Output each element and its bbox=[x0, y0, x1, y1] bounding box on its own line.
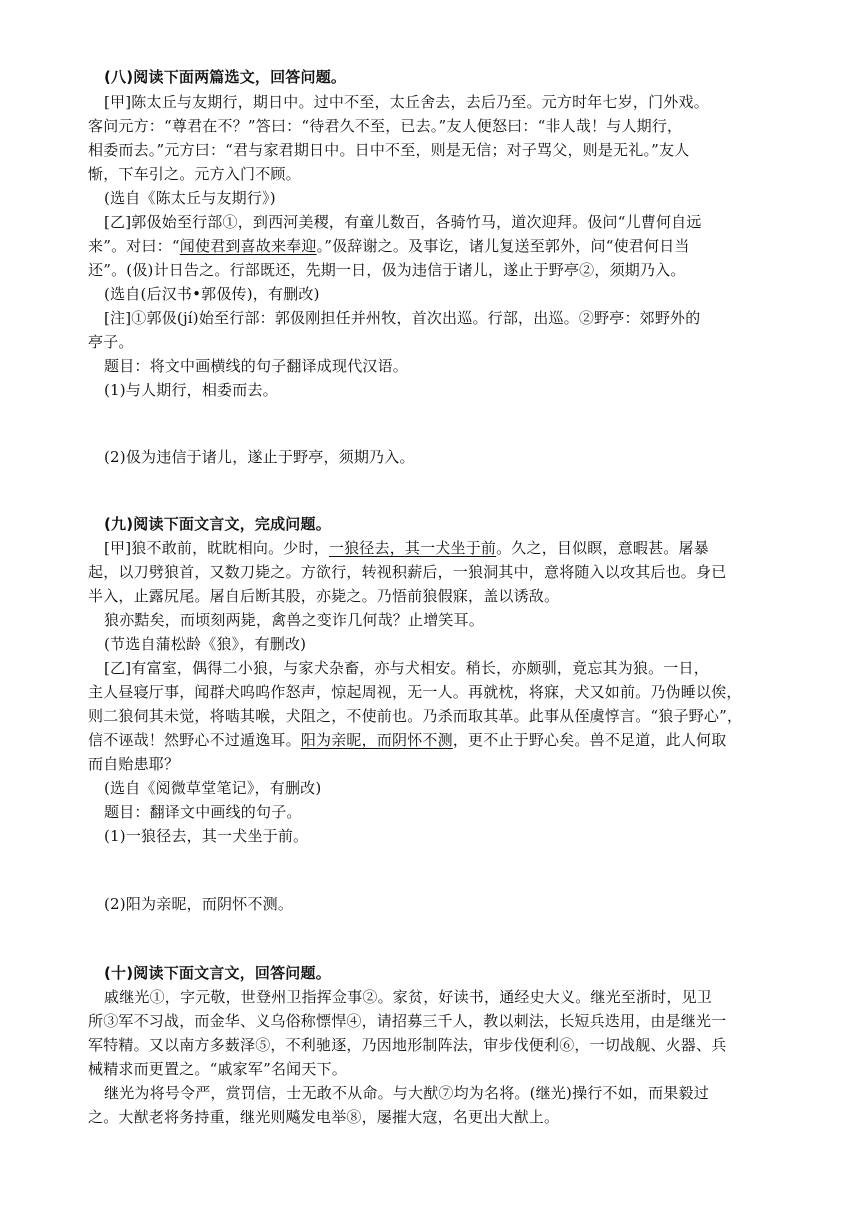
passage-line: 械精求而更置之。“戚家军”名闻天下。 bbox=[88, 1060, 347, 1078]
passage-line: 而自贻患耶？ bbox=[88, 755, 180, 773]
passage-line: 之。大猷老将务持重，继光则飚发电举⑧，屡摧大寇，名更出大猷上。 bbox=[88, 1108, 560, 1126]
source-citation: (选自(后汉书•郭伋传)，有删改) bbox=[104, 285, 320, 303]
passage-line: 还”。(伋)计日告之。行部既还，先期一日，伋为违信于诸儿，遂止于野亭②，须期乃入。 bbox=[88, 261, 686, 279]
passage-line: 继光为将号令严，赏罚信，士无敢不从命。与大猷⑦均为名将。(继光)操行不如，而果毅过 bbox=[104, 1084, 709, 1102]
underlined-sentence: 一狼径去，其一犬坐于前 bbox=[328, 539, 497, 557]
passage-line: 军特精。又以南方多薮泽⑤，不利驰逐，乃因地形制阵法，审步伐便利⑥，一切战舰、火器、兵 bbox=[88, 1036, 727, 1054]
question-item: (2)阳为亲昵，而阴怀不测。 bbox=[104, 895, 294, 913]
passage-line: [乙]郭伋始至行部①，到西河美稷，有童儿数百，各骑竹马，道次迎拜。伋问“儿曹何自远 bbox=[104, 213, 702, 231]
passage-line: 主人昼寝厅事，闻群犬呜呜作怒声，惊起周视，无一人。再就枕，将寐，犬又如前。乃伪睡以俟， bbox=[88, 683, 742, 701]
passage-line: 起，以刀劈狼首，又数刀毙之。方欲行，转视积薪后，一狼洞其中，意将随入以攻其后也。身已 bbox=[88, 563, 727, 581]
question-item: (2)伋为违信于诸儿，遂止于野亭，须期乃入。 bbox=[104, 448, 415, 466]
source-citation: (节选自蒲松龄《狼》，有删改) bbox=[104, 635, 307, 653]
section-10-heading: (十)阅读下面文言文，回答问题。 bbox=[104, 964, 331, 982]
passage-line: 所③军不习战，而金华、义乌俗称慓悍④，请招募三千人，教以刺法，长短兵迭用，由是继光一 bbox=[88, 1012, 727, 1030]
section-8-heading: (八)阅读下面两篇选文，回答问题。 bbox=[104, 68, 347, 86]
text-segment: 来”。对曰：“ bbox=[88, 237, 180, 255]
passage-line bbox=[0, 235, 860, 257]
note-line: 亭子。 bbox=[88, 333, 134, 351]
note-line: [注]①郭伋(jí)始至行部：郭伋刚担任并州牧，首次出巡。行部，出巡。②野亭：郊野外的 bbox=[104, 309, 701, 327]
section-9-heading: (九)阅读下面文言文，完成问题。 bbox=[104, 515, 331, 533]
passage-line: 惭，下车引之。元方入门不顾。 bbox=[88, 165, 301, 183]
question-item: (1)一狼径去，其一犬坐于前。 bbox=[104, 827, 309, 845]
source-citation: (选自《陈太丘与友期行》) bbox=[104, 189, 276, 207]
text-segment: 。”伋辞谢之。及事讫，诸儿复送至郭外，问“使君何日当 bbox=[316, 237, 690, 255]
source-citation: (选自《阅微草堂笔记》，有删改) bbox=[104, 779, 322, 797]
passage-line bbox=[0, 537, 860, 559]
text-segment: 。久之，目似瞑，意暇甚。屠暴 bbox=[496, 539, 709, 557]
passage-line bbox=[0, 729, 860, 751]
question-prompt: 题目：翻译文中画线的句子。 bbox=[104, 803, 302, 821]
passage-line: 狼亦黠矣，而顷刻两毙，禽兽之变诈几何哉？止增笑耳。 bbox=[104, 611, 485, 629]
question-prompt: 题目：将文中画横线的句子翻译成现代汉语。 bbox=[104, 357, 409, 375]
passage-line: [乙]有富室，偶得二小狼，与家犬杂畜，亦与犬相安。稍长，亦颇驯，竟忘其为狼。一日， bbox=[104, 659, 709, 677]
question-item: (1)与人期行，相委而去。 bbox=[104, 381, 278, 399]
passage-line: 半入，止露尻尾。屠自后断其股，亦毙之。乃悟前狼假寐，盖以诱敌。 bbox=[88, 587, 560, 605]
passage-line: 相委而去。”元方曰：“君与家君期日中。日中不至，则是无信；对子骂父，则是无礼。”友人 bbox=[88, 141, 690, 159]
text-segment: [甲]狼不敢前，眈眈相向。少时， bbox=[104, 539, 329, 557]
underlined-sentence: 阳为亲昵，而阴怀不测 bbox=[300, 731, 453, 749]
underlined-sentence: 闻使君到喜故来奉迎 bbox=[179, 237, 317, 255]
text-segment: ，更不止于野心矣。兽不足道，此人何取 bbox=[452, 731, 727, 749]
text-segment: 信不诬哉！然野心不过遁逸耳。 bbox=[88, 731, 301, 749]
passage-line: [甲]陈太丘与友期行，期日中。过中不至，太丘舍去，去后乃至。元方时年七岁，门外戏。 bbox=[104, 93, 709, 111]
passage-line: 戚继光①，字元敬，世登州卫指挥佥事②。家贫，好读书，通经史大义。继光至浙时，见卫 bbox=[104, 988, 713, 1006]
passage-line: 则二狼伺其未觉，将啮其喉，犬阻之，不使前也。乃杀而取其革。此事从侄虞惇言。“狼子野心”， bbox=[88, 707, 743, 725]
passage-line: 客问元方：“尊君在不？”答曰：“待君久不至，已去。”友人便怒曰：“非人哉！与人期行， bbox=[88, 117, 683, 135]
